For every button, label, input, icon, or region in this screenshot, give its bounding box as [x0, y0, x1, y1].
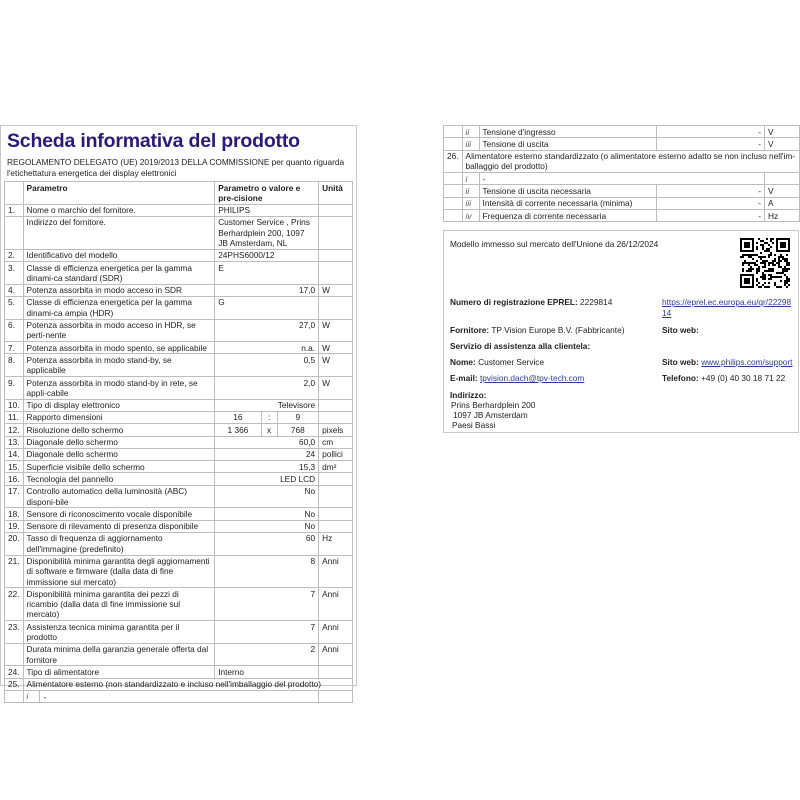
service-name: Customer Service	[478, 357, 545, 367]
row-unit	[319, 666, 353, 678]
regulation-subtitle: REGOLAMENTO DELEGATO (UE) 2019/2013 DELLA COMMISSIONE per quanto riguarda l'etichettatura energetica dei display elettronici	[7, 157, 345, 178]
row-unit	[319, 249, 353, 261]
row-unit: dm²	[319, 461, 353, 473]
table-row	[444, 210, 800, 222]
row-unit: W	[319, 377, 353, 400]
table-row	[5, 204, 353, 216]
row-unit: Hz	[765, 210, 800, 222]
row-value: G	[215, 296, 319, 319]
table-header	[5, 182, 353, 205]
row-value: Interno	[215, 666, 319, 678]
row-param: Risoluzione dello schermo	[23, 424, 215, 436]
header-unit: Unità	[319, 182, 353, 205]
row-value: Televisore	[215, 399, 319, 411]
row-param: Durata minima della garanzia generale offerta dal fornitore	[23, 643, 215, 666]
row-unit: Anni	[319, 555, 353, 588]
row-value: -	[657, 126, 765, 138]
row-value: 24	[215, 448, 319, 460]
row-text: Frequenza di corrente necessaria	[479, 210, 657, 222]
support-site-label: Sito web:	[662, 357, 699, 367]
row-text: Tensione di uscita necessaria	[479, 185, 657, 197]
row-number: 17.	[5, 485, 24, 508]
row-unit: V	[765, 138, 800, 150]
row-number	[5, 182, 24, 205]
address-line: Prins Berhardplein 200	[451, 400, 536, 410]
row-value: No	[215, 485, 319, 508]
row-unit: V	[765, 126, 800, 138]
table-row	[5, 532, 353, 555]
row-value: 17,0	[215, 284, 319, 296]
value-part: 1 366	[215, 424, 261, 436]
row-number	[5, 691, 24, 703]
row-number	[444, 185, 463, 197]
email-label: E-mail:	[450, 373, 478, 383]
market-date: Modello immesso sul mercato dell'Unione da 26/12/2024	[450, 239, 659, 249]
table-row	[5, 249, 353, 261]
row-unit: pixels	[319, 424, 353, 436]
row-unit	[319, 485, 353, 508]
row-unit: Anni	[319, 643, 353, 666]
customer-service-label: Servizio di assistenza alla clientela:	[450, 341, 591, 351]
row-unit	[319, 399, 353, 411]
table-row	[5, 354, 353, 377]
table-row	[5, 284, 353, 296]
value-part: 9	[277, 411, 319, 423]
row-number: 24.	[5, 666, 24, 678]
row-number	[444, 197, 463, 209]
table-row	[5, 621, 353, 644]
value-part: 16	[215, 411, 261, 423]
row-number: 7.	[5, 342, 24, 354]
header-value: Parametro o valore e pre-cisione	[215, 182, 319, 205]
row-number: 26.	[444, 150, 463, 173]
value-part: 768	[277, 424, 319, 436]
table-row	[5, 342, 353, 354]
parameter-table	[4, 181, 353, 703]
row-unit	[319, 411, 353, 423]
table-row	[5, 262, 353, 285]
row-number	[444, 210, 463, 222]
row-param: Classe di efficienza energetica per la gamma dinami-ca standard (SDR)	[23, 262, 215, 285]
table-row	[5, 216, 353, 249]
row-value: 7	[215, 588, 319, 621]
row-value: 2,0	[215, 377, 319, 400]
row-number: 2.	[5, 249, 24, 261]
row-value: -	[657, 210, 765, 222]
address-line: 1097 JB Amsterdam	[453, 410, 528, 420]
row-unit: Anni	[319, 621, 353, 644]
row-number: 23.	[5, 621, 24, 644]
table-row	[5, 319, 353, 342]
page-title: Scheda informativa del prodotto	[7, 130, 300, 152]
row-number: 21.	[5, 555, 24, 588]
row-param: Potenza assorbita in modo spento, se applicabile	[23, 342, 215, 354]
row-number: 16.	[5, 473, 24, 485]
row-number: 11.	[5, 411, 24, 423]
row-value: -	[657, 197, 765, 209]
row-number: 9.	[5, 377, 24, 400]
sub-index: iii	[462, 138, 479, 150]
row-unit: W	[319, 284, 353, 296]
row-number: 8.	[5, 354, 24, 377]
row-param: Controllo automatico della luminosità (ABC) disponi-bile	[23, 485, 215, 508]
sub-index: iii	[462, 197, 479, 209]
row-value: 60	[215, 532, 319, 555]
product-info-sheet	[0, 125, 357, 702]
supplier-label: Fornitore:	[450, 325, 490, 335]
row-number: 13.	[5, 436, 24, 448]
row-text: Alimentatore esterno standardizzato (o alimentatore esterno adatto se non incluso nell'im-ballaggio del prodotto)	[462, 150, 799, 173]
row-param: Tecnologia del pannello	[23, 473, 215, 485]
table-row	[5, 448, 353, 460]
row-param: Classe di efficienza energetica per la gamma dinami-ca ampia (HDR)	[23, 296, 215, 319]
row-param: Disponibilità minima garantita degli aggiornamenti di software e firmware (dalla data di fine immissione sul mercato)	[23, 555, 215, 588]
row-value: E	[215, 262, 319, 285]
eprel-number: 2229814	[580, 297, 613, 307]
row-number	[5, 643, 24, 666]
row-text: -	[479, 173, 764, 185]
row-param: Potenza assorbita in modo stand-by in rete, se appli-cabile	[23, 377, 215, 400]
row-value: -	[657, 138, 765, 150]
table-row	[5, 678, 353, 690]
row-text: Tensione d'ingresso	[479, 126, 657, 138]
row-number	[444, 173, 463, 185]
sub-index: i	[24, 691, 40, 702]
address-label: Indirizzo:	[450, 390, 487, 400]
table-row	[5, 424, 353, 436]
row-param: Disponibilità minima garantita dei pezzi di ricambio (dalla data di fine immissione sul mercato)	[23, 588, 215, 621]
row-param: Tipo di display elettronico	[23, 399, 215, 411]
table-row	[5, 485, 353, 508]
row-unit	[319, 508, 353, 520]
sub-index: ii	[462, 126, 479, 138]
row-unit	[319, 473, 353, 485]
row-text: Intensità di corrente necessaria (minima)	[479, 197, 657, 209]
value-separator: :	[261, 411, 277, 423]
table-row	[444, 185, 800, 197]
sub-index: ii	[462, 185, 479, 197]
name-label: Nome:	[450, 357, 476, 367]
qr-code[interactable]	[740, 238, 790, 288]
eprel-label: Numero di registrazione EPREL:	[450, 297, 578, 307]
row-text: Tensione di uscita	[479, 138, 657, 150]
row-unit	[765, 173, 800, 185]
row-unit: Hz	[319, 532, 353, 555]
supplier-name: TP Vision Europe B.V. (Fabbricante)	[491, 325, 625, 335]
power-supply-table	[443, 125, 800, 222]
table-row	[5, 377, 353, 400]
row-param: Potenza assorbita in modo stand-by, se applicabile	[23, 354, 215, 377]
row-param: Identificativo del modello	[23, 249, 215, 261]
row-value: No	[215, 520, 319, 532]
row-number: 18.	[5, 508, 24, 520]
row-unit	[319, 262, 353, 285]
row-number: 22.	[5, 588, 24, 621]
row-param: Nome o marchio del fornitore.	[23, 204, 215, 216]
row-value: 8	[215, 555, 319, 588]
header-param: Parametro	[23, 182, 215, 205]
table-row	[444, 150, 800, 173]
table-row	[5, 436, 353, 448]
sub-index: iv	[462, 210, 479, 222]
row-param: Sensore di rilevamento di presenza disponibile	[23, 520, 215, 532]
row-unit: cm	[319, 436, 353, 448]
table-row	[5, 588, 353, 621]
row-value: LED LCD	[215, 473, 319, 485]
row-unit	[319, 691, 353, 703]
row-number	[444, 138, 463, 150]
row-text: Alimentatore esterno (non standardizzato e incluso nell'imballaggio del prodotto)	[23, 678, 352, 690]
row-unit: A	[765, 197, 800, 209]
row-number: 14.	[5, 448, 24, 460]
sub-index: i	[462, 173, 479, 185]
row-number: 19.	[5, 520, 24, 532]
table-row	[444, 173, 800, 185]
row-value: 15,3	[215, 461, 319, 473]
table-row	[5, 411, 353, 423]
row-value: 60,0	[215, 436, 319, 448]
table-row	[5, 508, 353, 520]
row-number: 15.	[5, 461, 24, 473]
row-number: 5.	[5, 296, 24, 319]
value-separator: x	[261, 424, 277, 436]
row-param: Diagonale dello schermo	[23, 436, 215, 448]
row-number	[444, 126, 463, 138]
row-value: No	[215, 508, 319, 520]
table-row	[444, 126, 800, 138]
row-param: Sensore di riconoscimento vocale disponibile	[23, 508, 215, 520]
row-unit	[319, 520, 353, 532]
address-line: Paesi Bassi	[452, 420, 496, 430]
row-param: Indirizzo del fornitore.	[23, 216, 215, 249]
row-value: 2	[215, 643, 319, 666]
row-param: Potenza assorbita in modo acceso in SDR	[23, 284, 215, 296]
row-number: 25.	[5, 678, 24, 690]
sub-text: -	[43, 691, 47, 702]
row-value: PHILIPS	[215, 204, 319, 216]
row-number: 20.	[5, 532, 24, 555]
row-unit: V	[765, 185, 800, 197]
row-value: -	[657, 185, 765, 197]
row-unit	[319, 216, 353, 249]
table-row	[5, 399, 353, 411]
row-param: Potenza assorbita in modo acceso in HDR, se perti-nente	[23, 319, 215, 342]
eprel-link[interactable]: https://eprel.ec.europa.eu/qr/2229814	[662, 297, 792, 318]
row-number: 1.	[5, 204, 24, 216]
row-value: n.a.	[215, 342, 319, 354]
row-unit: W	[319, 319, 353, 342]
table-row	[5, 520, 353, 532]
row-number: 12.	[5, 424, 24, 436]
table-row	[5, 296, 353, 319]
row-value: 0,5	[215, 354, 319, 377]
row-param: Tasso di frequenza di aggiornamento dell'immagine (predefinito)	[23, 532, 215, 555]
row-param: Diagonale dello schermo	[23, 448, 215, 460]
table-row	[5, 666, 353, 678]
table-row	[5, 643, 353, 666]
row-value: 7	[215, 621, 319, 644]
table-row	[5, 691, 353, 703]
row-param: Superficie visibile dello schermo	[23, 461, 215, 473]
row-unit: W	[319, 342, 353, 354]
row-number: 3.	[5, 262, 24, 285]
registration-info-box	[443, 230, 799, 433]
row-unit	[319, 204, 353, 216]
phone-label: Telefono:	[662, 373, 699, 383]
row-value: 27,0	[215, 319, 319, 342]
table-row	[444, 197, 800, 209]
row-value: 24PHS6000/12	[215, 249, 319, 261]
row-sub	[23, 691, 319, 703]
email-link[interactable]: tpvision.dach@tpv-tech.com	[479, 373, 585, 383]
row-param: Tipo di alimentatore	[23, 666, 215, 678]
table-row	[444, 138, 800, 150]
row-unit: W	[319, 354, 353, 377]
row-number: 6.	[5, 319, 24, 342]
row-unit: Anni	[319, 588, 353, 621]
row-value: Customer Service , Prins Berhardplein 200, 1097 JB Amsterdam, NL	[215, 216, 319, 249]
row-param: Rapporto dimensioni	[23, 411, 215, 423]
row-number: 4.	[5, 284, 24, 296]
table-row	[5, 473, 353, 485]
website-label: Sito web:	[662, 325, 699, 335]
row-unit	[319, 296, 353, 319]
phone-number: +49 (0) 40 30 18 71 22	[701, 373, 786, 383]
row-number	[5, 216, 24, 249]
row-param: Assistenza tecnica minima garantita per il prodotto	[23, 621, 215, 644]
table-row	[5, 555, 353, 588]
row-number: 10.	[5, 399, 24, 411]
table-row	[5, 461, 353, 473]
support-site-link[interactable]: www.philips.com/support	[701, 357, 793, 367]
row-unit: pollici	[319, 448, 353, 460]
